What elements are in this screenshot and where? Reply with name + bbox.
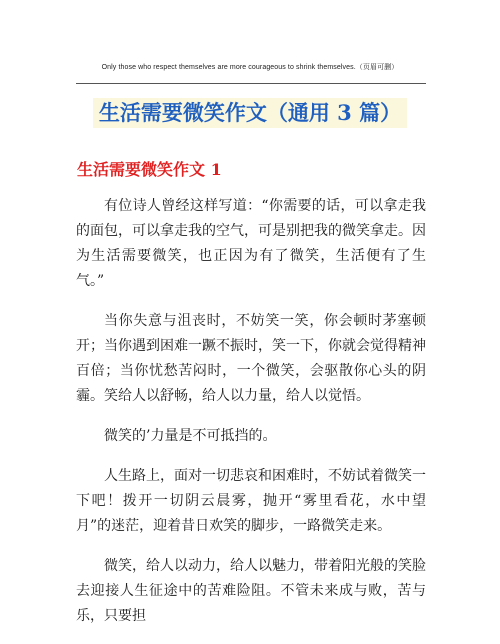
essay-body <box>76 194 426 644</box>
paragraph-1: 有位诗人曾经这样写道：“你需要的话，可以拿走我的面包，可以拿走我的空气，可是别把我的微笑拿走。因为生活需要微笑，也正因为有了微笑，生活便有了生气。” <box>76 198 426 289</box>
paragraph-2: 当你失意与沮丧时，不妨笑一笑，你会顿时茅塞顿开；当你遇到困难一蹶不振时，笑一下，你就会觉得精神百倍；当你忧愁苦闷时，一个微笑，会驱散你心头的阴霾。笑给人以舒畅，给人以力量，给人以觉悟。 <box>76 313 426 404</box>
page-header-note: Only those who respect themselves are more courageous to shrink themselves.（页眉可删） <box>101 64 399 71</box>
title-container <box>0 98 500 128</box>
paragraph-3: 微笑的’力量是不可抵挡的。 <box>104 428 277 444</box>
paragraph-4: 人生路上，面对一切悲哀和困难时，不妨试着微笑一下吧！拨开一切阴云晨雾，抛开“雾里看花，水中望月”的迷茫，迎着昔日欢笑的脚步，一路微笑走来。 <box>76 468 426 534</box>
paragraph-5: 微笑，给人以动力，给人以魅力，带着阳光般的笑脸去迎接人生征途中的苦难险阻。不管未来成与败，苦与乐，只要担 <box>76 558 426 624</box>
document-title: 生活需要微笑作文（通用 3 篇） <box>93 98 407 128</box>
section-title: 生活需要微笑作文 1 <box>77 160 222 179</box>
header-divider <box>76 83 426 84</box>
